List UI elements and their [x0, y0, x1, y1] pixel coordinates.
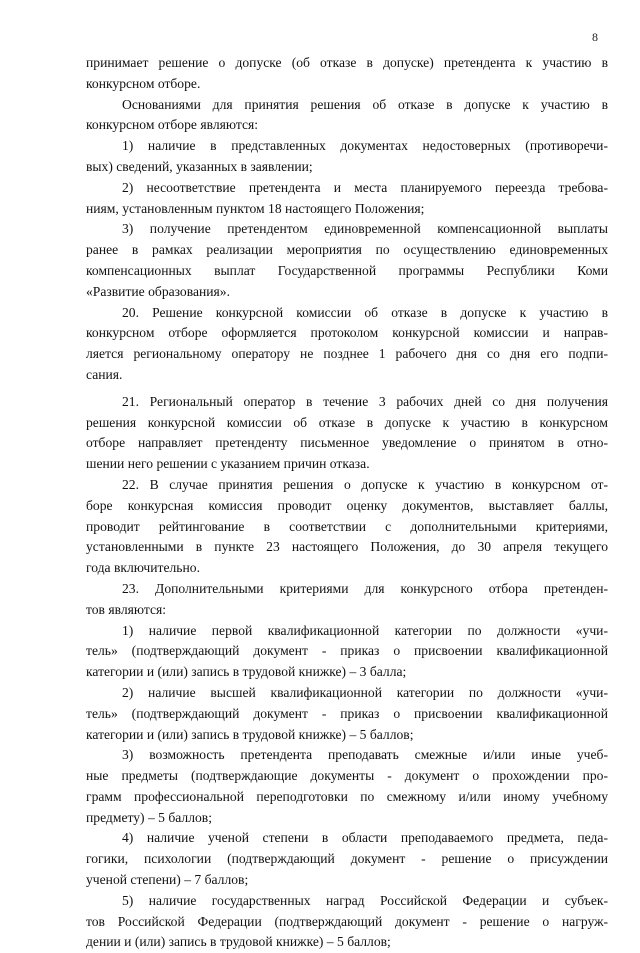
- text-line: ляется региональному оператору не позднее 1 рабочего дня со дня его подпи-: [86, 346, 608, 362]
- text-line: 2) несоответствие претендента и места планируемого переезда требова-: [122, 179, 608, 195]
- text-line: сания.: [86, 366, 123, 382]
- text-line: гогики, психологии (подтверждающий документ - решение о присуждении: [86, 851, 608, 867]
- text-line: вых) сведений, указанных в заявлении;: [86, 158, 313, 174]
- text-line: принимает решение о допуске (об отказе в допуске) претендента к участию в: [86, 55, 608, 70]
- text-line: тель» (подтверждающий документ - приказ о присвоении квалификационной: [86, 643, 608, 659]
- text-line: «Развитие образования».: [86, 283, 231, 299]
- text-line: 23. Дополнительными критериями для конкурсного отбора претенден-: [122, 580, 608, 596]
- text-line: отборе направляет претенденту письменное уведомление о принятом в отно-: [86, 435, 608, 451]
- text-line: ные предметы (подтверждающие документы - документ о прохождении про-: [86, 768, 608, 784]
- text-line: предмету) – 5 баллов;: [86, 809, 212, 825]
- text-line: 21. Региональный оператор в течение 3 рабочих дней со дня получения: [122, 393, 608, 409]
- text-line: 2) наличие высшей квалификационной категории по должности «учи-: [122, 684, 608, 700]
- text-line: года включительно.: [86, 560, 200, 576]
- text-line: 5) наличие государственных наград Российской Федерации и субъек-: [122, 892, 608, 908]
- document-body: [86, 53, 608, 953]
- text-line: 3) получение претендентом единовременной компенсационной выплаты: [122, 221, 608, 237]
- text-line: тов являются:: [86, 601, 167, 617]
- text-line: установленными в пункте 23 настоящего Положения, до 30 апреля текущего: [86, 539, 608, 555]
- text-line: категории и (или) запись в трудовой книжке) – 5 баллов;: [86, 726, 414, 742]
- text-line: конкурсном отборе.: [86, 75, 201, 91]
- text-line: категории и (или) запись в трудовой книжке) – 3 балла;: [86, 664, 407, 680]
- text-line: 3) возможность претендента преподавать смежные и/или иные учеб-: [122, 747, 608, 763]
- text-line: ранее в рамках реализации мероприятия по осуществлению единовременных: [86, 242, 608, 258]
- text-line: дении и (или) запись в трудовой книжке) – 5 баллов;: [86, 934, 391, 950]
- text-line: проводит рейтингование в соответствии с дополнительными критериями,: [86, 518, 608, 534]
- text-line: ученой степени) – 7 баллов;: [86, 872, 249, 888]
- text-line: конкурсном отборе являются:: [86, 117, 259, 133]
- page-number: 8: [592, 30, 598, 44]
- text-line: боре конкурсная комиссия проводит оценку документов, выставляет баллы,: [86, 497, 608, 513]
- text-line: 1) наличие первой квалификационной категории по должности «учи-: [122, 622, 608, 638]
- text-line: грамм профессиональной переподготовки по смежному и/или иному учебному: [86, 788, 608, 804]
- text-line: конкурсном отборе оформляется протоколом конкурсной комиссии и направ-: [86, 325, 608, 341]
- text-line: 1) наличие в представленных документах недостоверных (противоречи-: [122, 138, 608, 154]
- text-line: 22. В случае принятия решения о допуске к участию в конкурсном от-: [122, 476, 608, 492]
- text-line: ниям, установленным пунктом 18 настоящего Положения;: [86, 200, 425, 216]
- text-line: 4) наличие ученой степени в области преподаваемого предмета, педа-: [122, 830, 608, 846]
- text-line: 20. Решение конкурсной комиссии об отказе в допуске к участию в: [122, 304, 608, 320]
- text-line: решения конкурсной комиссии об отказе в допуске к участию в конкурсном: [86, 414, 608, 430]
- text-line: компенсационных выплат Государственной программы Республики Коми: [86, 262, 608, 278]
- text-line: Основаниями для принятия решения об отказе в допуске к участию в: [122, 96, 608, 112]
- text-line: тов Российской Федерации (подтверждающий документ - решение о нагруж-: [86, 913, 608, 929]
- text-line: шении него решении с указанием причин отказа.: [86, 456, 370, 472]
- text-line: тель» (подтверждающий документ - приказ о присвоении квалификационной: [86, 705, 608, 721]
